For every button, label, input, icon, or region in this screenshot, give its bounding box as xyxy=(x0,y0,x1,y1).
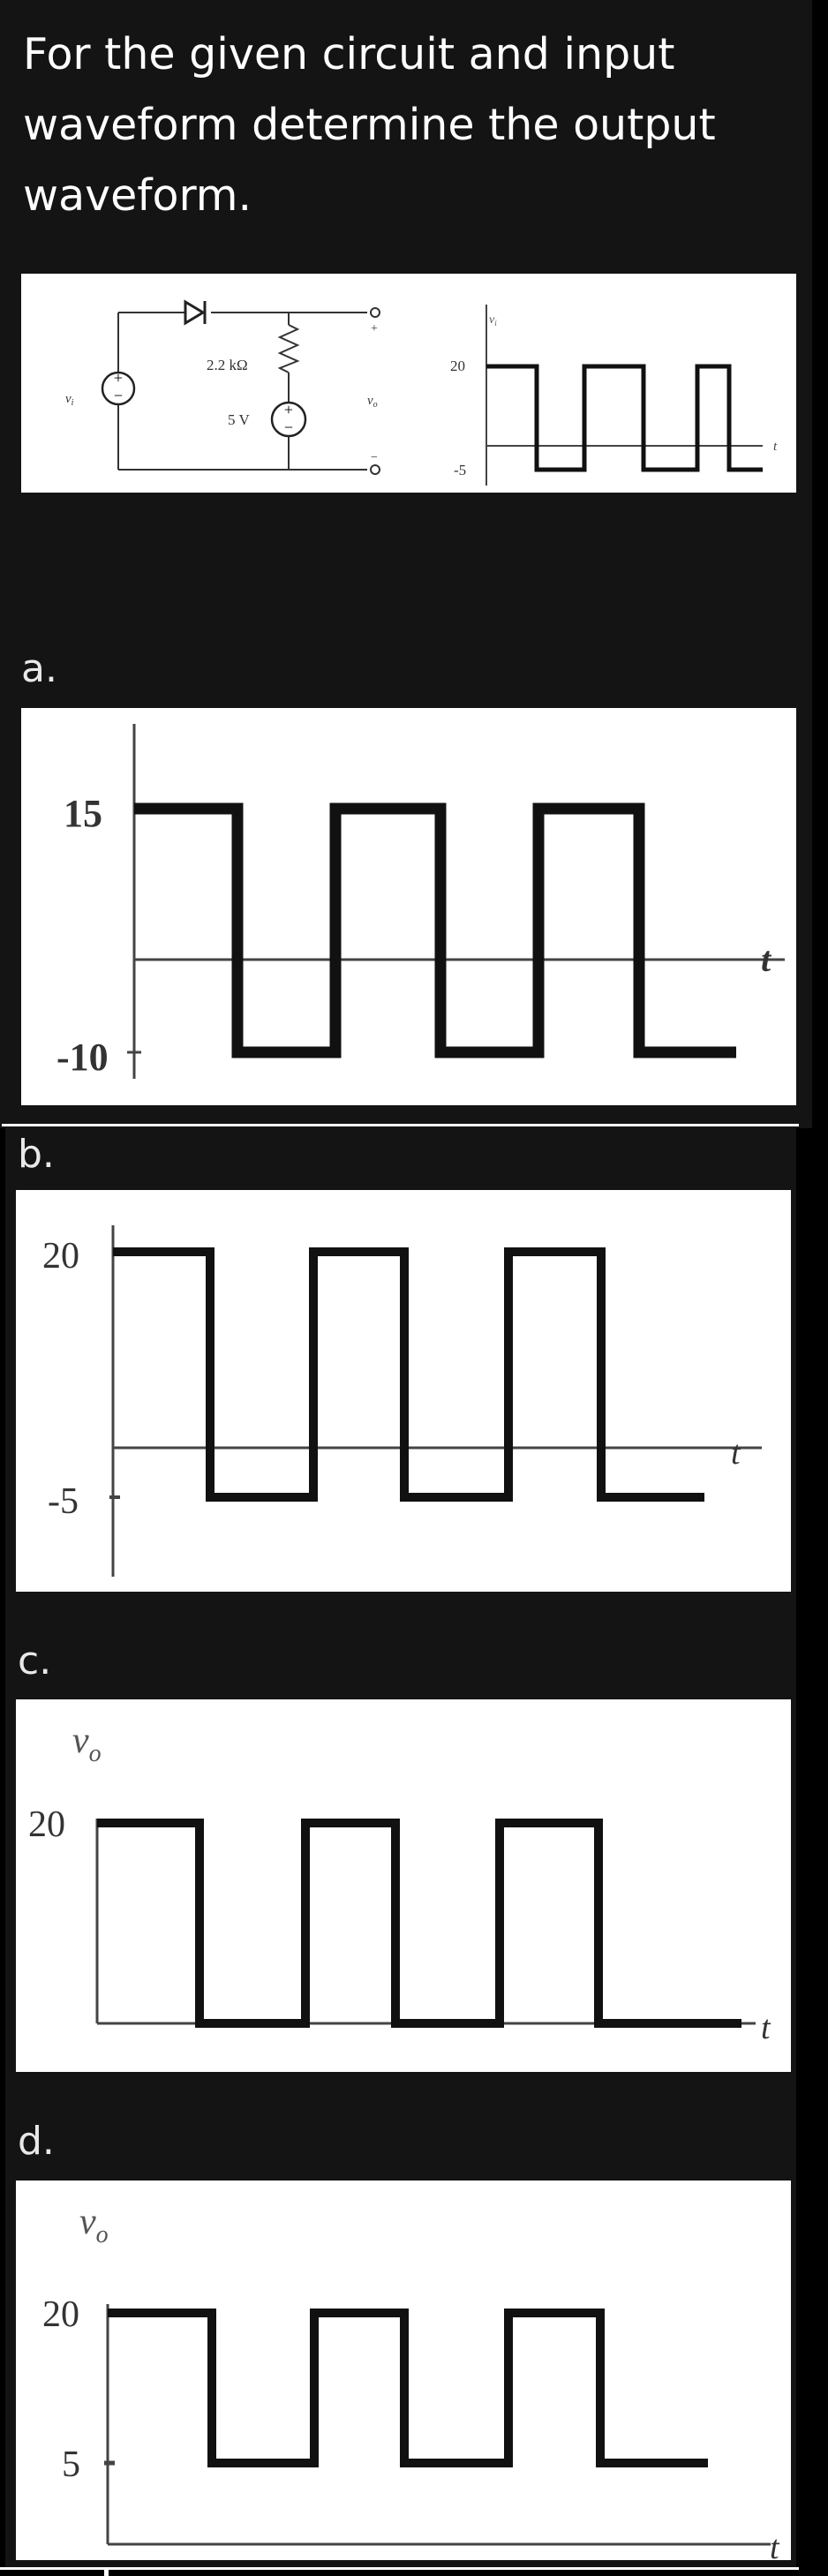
battery-source-icon xyxy=(272,401,305,436)
option-c-high: 20 xyxy=(28,1804,65,1845)
input-waveform xyxy=(450,305,778,486)
input-axis-label: $v_i$ xyxy=(489,313,497,328)
option-a-label: a. xyxy=(21,646,57,691)
option-c-axis-label: $v_o$ xyxy=(72,1721,102,1767)
svg-text:+: + xyxy=(371,322,378,335)
bottom-tick xyxy=(104,2567,109,2576)
option-a-high: 15 xyxy=(64,792,102,835)
svg-text:−: − xyxy=(113,387,124,404)
output-terminal-bottom xyxy=(371,465,380,474)
option-c-waveform xyxy=(16,1699,791,2072)
option-b-panel[interactable] xyxy=(16,1190,791,1592)
option-d-waveform xyxy=(16,2181,791,2560)
option-b-waveform xyxy=(16,1190,791,1592)
source-label: $v_i$ xyxy=(65,392,74,408)
option-d-t: t xyxy=(770,2529,779,2560)
option-b-low: -5 xyxy=(48,1481,79,1522)
option-d-panel[interactable] xyxy=(16,2181,791,2560)
battery-label: 5 V xyxy=(228,411,250,428)
option-d-axis-label: $v_o$ xyxy=(79,2202,109,2248)
input-high-label: 20 xyxy=(450,358,465,374)
option-c-t: t xyxy=(761,2009,771,2046)
voltage-source-icon xyxy=(102,369,134,404)
option-a-low: -10 xyxy=(56,1036,109,1079)
question-text: For the given circuit and input waveform determine the output waveform. xyxy=(23,29,716,221)
option-b-high: 20 xyxy=(42,1236,79,1277)
bottom-line xyxy=(0,2567,799,2570)
option-d-high: 20 xyxy=(42,2294,79,2335)
circuit-diagram xyxy=(21,274,796,493)
divider-line xyxy=(2,1124,799,1126)
svg-text:−: − xyxy=(283,418,294,436)
option-d-label: d. xyxy=(18,2119,55,2164)
resistor-label: 2.2 kΩ xyxy=(207,357,248,373)
input-low-label: -5 xyxy=(454,462,467,478)
option-a-panel[interactable] xyxy=(21,708,796,1105)
option-b-t: t xyxy=(731,1435,741,1472)
option-d-low: 5 xyxy=(62,2444,80,2485)
output-terminal-top xyxy=(371,308,380,317)
option-a-waveform xyxy=(21,708,796,1105)
svg-text:+: + xyxy=(283,401,294,418)
option-b-label: b. xyxy=(18,1132,55,1177)
option-c-panel[interactable] xyxy=(16,1699,791,2072)
svg-text:+: + xyxy=(113,369,124,387)
diode-icon xyxy=(185,301,205,324)
option-c-label: c. xyxy=(18,1638,52,1683)
input-t-label: t xyxy=(773,440,778,454)
svg-text:−: − xyxy=(371,451,378,464)
option-a-t: t xyxy=(761,939,772,979)
output-label: $v_o$ xyxy=(367,394,378,410)
circuit-panel xyxy=(21,274,796,493)
